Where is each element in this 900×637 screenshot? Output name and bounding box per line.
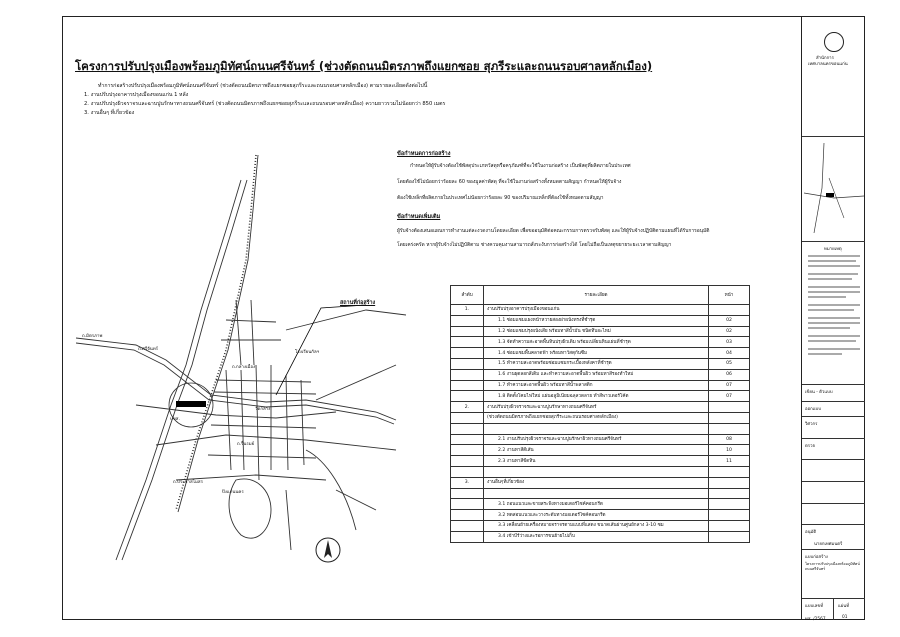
table-cell-page bbox=[709, 466, 750, 477]
table-cell-no bbox=[451, 488, 484, 499]
table-cell-desc: งานปรับปรุงผิวจราจรและฉาบปูนรักษาทางถนนศรีจันทร์ bbox=[484, 402, 709, 413]
table-cell-no bbox=[451, 315, 484, 326]
table-cell-page: 02 bbox=[709, 315, 750, 326]
drawing-no-label: แบบเลขที่ bbox=[805, 604, 824, 609]
table-cell-no bbox=[451, 380, 484, 391]
project-name: โครงการปรับปรุงเมืองพร้อมภูมิทัศน์ถนนศรีจันทร์ bbox=[805, 562, 860, 571]
table-cell-desc: 3.3 เคลื่อนย้ายเครื่องหมายจราจรตามแบบที่แสดง ขนาดเส้นผ่านศูนย์กลาง 3-10 ซม bbox=[484, 520, 709, 531]
engineer-label: วิศวกร bbox=[805, 422, 818, 427]
table-cell-no bbox=[451, 520, 484, 531]
table-row bbox=[451, 466, 750, 477]
table-row bbox=[451, 499, 750, 510]
table-cell-no bbox=[451, 358, 484, 369]
map-place-label: วัดกลาง bbox=[255, 407, 271, 412]
table-cell-page: 03 bbox=[709, 337, 750, 348]
table-cell-desc bbox=[484, 423, 709, 434]
col-header-desc: รายละเอียด bbox=[484, 286, 709, 305]
table-cell-no: 2. bbox=[451, 402, 484, 413]
table-cell-desc: 1.2 ซ่อมแซมปรุงผนังเสีย พร้อมทาสีน้ำมัน ชนิดทึบอะไหม่ bbox=[484, 326, 709, 337]
table-cell-desc: 1.3 จัดทำความสะอาดพื้นหินปรุงผิวเดิม พร้อมเปลี่ยนหินแผ่นที่ชำรุด bbox=[484, 337, 709, 348]
project-title: โครงการปรับปรุงเมืองพร้อมภูมิทัศน์ถนนศรีจันทร์ (ช่วงตัดถนนมิตรภาพถึงแยกซอย สุภรีระและถนนรอบศาลหลักเมือง) bbox=[75, 59, 653, 73]
col-header-page: หน้า bbox=[709, 286, 750, 305]
table-cell-desc: 1.1 ซ่อมแซมแผงหน้าหวายสองฝาผนังทรงที่ชำรุด bbox=[484, 315, 709, 326]
table-cell-page bbox=[709, 510, 750, 521]
table-cell-desc: 1.6 งานผุดลอกสีเดิม และทำความสะอาดพื้นผิว พร้อมทาสีรองทำใหม่ bbox=[484, 369, 709, 380]
table-cell-page bbox=[709, 531, 750, 542]
sheet-label: แผ่นที่ bbox=[838, 604, 850, 609]
table-cell-no: 1. bbox=[451, 305, 484, 316]
notes-heading: หมายเหตุ bbox=[824, 247, 842, 252]
table-row bbox=[451, 445, 750, 456]
table-cell-desc: 1.5 ทำความสะอาดพร้อมซ่อมแซมกระเบื้องหลังคาที่ชำรุด bbox=[484, 358, 709, 369]
table-cell-desc bbox=[484, 488, 709, 499]
table-cell-no bbox=[451, 499, 484, 510]
table-cell-no bbox=[451, 337, 484, 348]
conditions-line-2: โดยต้องใช้ไม่น้อยกว่าร้อยละ 60 ของมูลค่าพัสดุ ที่จะใช้ในงานก่อสร้างทั้งหมดตามสัญญา กำหนดให้ผู้รับจ้าง bbox=[397, 179, 622, 185]
table-cell-desc: 2.1 งานปรับปรุงผิวจราจรและฉาบปูนรักษาผิวทางถนนศรีจันทร์ bbox=[484, 434, 709, 445]
table-row bbox=[451, 380, 750, 391]
table-row bbox=[451, 358, 750, 369]
table-cell-desc: 2.3 งานทาสีขีดหิน bbox=[484, 456, 709, 467]
conditions-line-3: ต้องใช้เหล็กที่ผลิตภายในประเทศไม่น้อยกว่าร้อยละ 90 ของปริมาณเหล็กที่ต้องใช้ทั้งหมดตามสัญญา bbox=[397, 195, 604, 201]
table-row bbox=[451, 369, 750, 380]
north-arrow-icon bbox=[316, 538, 340, 562]
table-cell-desc bbox=[484, 466, 709, 477]
table-cell-no bbox=[451, 466, 484, 477]
table-row bbox=[451, 434, 750, 445]
table-cell-desc: 3.2 ทดสอบแนวและวางระดับทางมอเตอร์ไซค์คอนกรีต bbox=[484, 510, 709, 521]
table-cell-page: 07 bbox=[709, 380, 750, 391]
sheet-no: 01 bbox=[842, 615, 848, 620]
location-map bbox=[76, 150, 456, 590]
table-row bbox=[451, 423, 750, 434]
table-cell-no bbox=[451, 369, 484, 380]
table-cell-no bbox=[451, 531, 484, 542]
contents-table bbox=[450, 285, 750, 543]
org-name: สำนักการ bbox=[816, 56, 834, 61]
map-road-label: ถ.รื่นรมย์ bbox=[237, 442, 255, 447]
table-cell-page: 11 bbox=[709, 456, 750, 467]
table-cell-no bbox=[451, 423, 484, 434]
site-marker bbox=[176, 401, 206, 407]
table-cell-page bbox=[709, 305, 750, 316]
table-row bbox=[451, 315, 750, 326]
map-road-label: ถ.กลางเมือง bbox=[232, 365, 256, 370]
approver-label: อนุมัติ bbox=[805, 530, 817, 535]
table-cell-desc: งานอื่นๆที่เกี่ยวข้อง bbox=[484, 477, 709, 488]
scope-intro bbox=[84, 82, 774, 118]
map-road-label: ถ.ประชาสโมสร bbox=[173, 480, 203, 485]
table-cell-no bbox=[451, 445, 484, 456]
map-lake-label: บึงแก่นนคร bbox=[222, 490, 244, 495]
table-row bbox=[451, 337, 750, 348]
table-cell-page: 04 bbox=[709, 348, 750, 359]
drawing-no: ทส. /2567 bbox=[805, 617, 826, 622]
logo-seal-icon bbox=[824, 32, 844, 52]
table-cell-no bbox=[451, 510, 484, 521]
table-cell-no: 3. bbox=[451, 477, 484, 488]
notes-text bbox=[806, 252, 862, 362]
mayor-label: นายกเทศมนตรี bbox=[814, 542, 843, 547]
table-cell-desc: (ช่วงตัดถนนมิตรภาพถึงแยกซอยสุภรีระและถนนรอบศาลหลักเมือง) bbox=[484, 412, 709, 423]
designer-label: ออกแบบ bbox=[805, 407, 821, 412]
table-cell-page bbox=[709, 499, 750, 510]
table-cell-page bbox=[709, 520, 750, 531]
table-cell-no bbox=[451, 456, 484, 467]
intro-item-3: 3. งานอื่นๆ ที่เกี่ยวข้อง bbox=[84, 110, 135, 116]
table-cell-desc: 3.4 เข้าบีร์ว่างและรอการขนย้ายไปเก็บ bbox=[484, 531, 709, 542]
intro-item-2: 2. งานปรับปรุงผิวจราจรและฉาบปูนรักษาทางถนนศรีจันทร์ (ช่วงตัดถนนมิตรภาพถึงแยกซอยสุภรีระและถนนรอบศาลหลักเมือง) ความยาวรวมไม่น้อยกว่า 850 เมตร bbox=[84, 101, 446, 107]
table-cell-desc: 1.7 ทำความสะอาดพื้นผิว พร้อมทาสีน้ำพลาสติก bbox=[484, 380, 709, 391]
scale-label: เขียน - ตัวแบบ bbox=[805, 390, 833, 395]
table-row bbox=[451, 402, 750, 413]
remarks-heading: ข้อกำหนดเพิ่มเติม bbox=[397, 214, 441, 220]
map-road-label: ถ.มิตรภาพ bbox=[82, 334, 103, 339]
checker-label: ตรวจ bbox=[805, 444, 816, 449]
table-cell-page bbox=[709, 412, 750, 423]
table-cell-page: 08 bbox=[709, 434, 750, 445]
title-block bbox=[801, 16, 865, 620]
conditions-heading: ข้อกำหนดการก่อสร้าง bbox=[397, 151, 451, 157]
table-cell-page bbox=[709, 477, 750, 488]
map-road-label: ถ.ศรีจันทร์ bbox=[138, 347, 159, 352]
table-row bbox=[451, 488, 750, 499]
table-row bbox=[451, 477, 750, 488]
map-place-label: บขส. bbox=[170, 417, 180, 422]
remarks-line-2: โดยเคร่งครัด หากผู้รับจ้างไม่ปฏิบัติตาม ช่างควบคุมงานสามารถสั่งระงับการก่อสร้างได้ โดยไม่ถือเป็นเหตุขยายระยะเวลาตามสัญญา bbox=[397, 242, 672, 248]
table-cell-page: 05 bbox=[709, 358, 750, 369]
table-row bbox=[451, 520, 750, 531]
table-cell-desc: 2.2 งานทาสีตีเส้น bbox=[484, 445, 709, 456]
table-cell-no bbox=[451, 391, 484, 402]
org-name-2: เทศบาลนครขอนแก่น bbox=[808, 62, 848, 67]
table-cell-no bbox=[451, 434, 484, 445]
key-map bbox=[804, 138, 864, 238]
table-cell-no bbox=[451, 348, 484, 359]
table-cell-desc: 1.4 ซ่อมแซมพื้นคลาดฟ้า พร้อมทาวัสดุกันซึม bbox=[484, 348, 709, 359]
col-header-no: ลำดับ bbox=[451, 286, 484, 305]
remarks-line-1: ผู้รับจ้างต้องเสนอแผนการทำงานแต่ละงวดงานโดยละเอียด เพื่อขออนุมัติต่อคณะกรรมการตรวจรับพัสดุ และให้ผู้รับจ้างปฏิบัติตามแผนที่ได้รับการอนุมัติ bbox=[397, 228, 710, 234]
table-row bbox=[451, 348, 750, 359]
table-row bbox=[451, 510, 750, 521]
table-cell-page: 07 bbox=[709, 391, 750, 402]
intro-line: ทำการก่อสร้างปรับปรุงเมืองพร้อมภูมิทัศน์ถนนศรีจันทร์ (ช่วงตัดถนนมิตรภาพถึงแยกซอยสุภรีระและถนนรอบศาลหลักเมือง) ตามรายละเอียดดังต่อไปนี้ bbox=[98, 83, 428, 89]
table-row bbox=[451, 531, 750, 542]
table-cell-no bbox=[451, 326, 484, 337]
intro-item-1: 1. งานปรับปรุงอาคารปรุงเมืองขอนแก่น 1 หลัง bbox=[84, 92, 189, 98]
site-label: สถานที่ก่อสร้าง bbox=[340, 300, 376, 306]
project-label: แบบก่อสร้าง bbox=[805, 555, 828, 560]
table-row bbox=[451, 412, 750, 423]
table-row bbox=[451, 305, 750, 316]
table-row bbox=[451, 456, 750, 467]
table-cell-page bbox=[709, 423, 750, 434]
table-cell-desc: 3.1 ถอนแนวและขายสระพิงทางมอเตอร์ไซค์คอนกรีต bbox=[484, 499, 709, 510]
table-row bbox=[451, 326, 750, 337]
table-cell-page bbox=[709, 488, 750, 499]
table-cell-desc: งานปรับปรุงอาคารปรุงเมืองขอนแก่น bbox=[484, 305, 709, 316]
table-cell-page: 02 bbox=[709, 326, 750, 337]
table-cell-no bbox=[451, 412, 484, 423]
table-cell-page: 06 bbox=[709, 369, 750, 380]
map-place-label: โรงเรียนกัลฯ bbox=[295, 350, 320, 355]
table-cell-page bbox=[709, 402, 750, 413]
table-cell-page: 10 bbox=[709, 445, 750, 456]
table-row bbox=[451, 391, 750, 402]
table-cell-desc: 1.8 ติดตั้งโคมไฟใหม่ แผ่นอลูมิเนียมฉลุลวดลาย ทำสีพาวเดอร์โค้ต bbox=[484, 391, 709, 402]
conditions-line-1: กำหนดให้ผู้รับจ้างต้องใช้พัสดุประเภทวัสดุหรือครุภัณฑ์ที่จะใช้ในงานก่อสร้าง เป็นพัสดุที่ผลิตภายในประเทศ bbox=[410, 163, 631, 169]
